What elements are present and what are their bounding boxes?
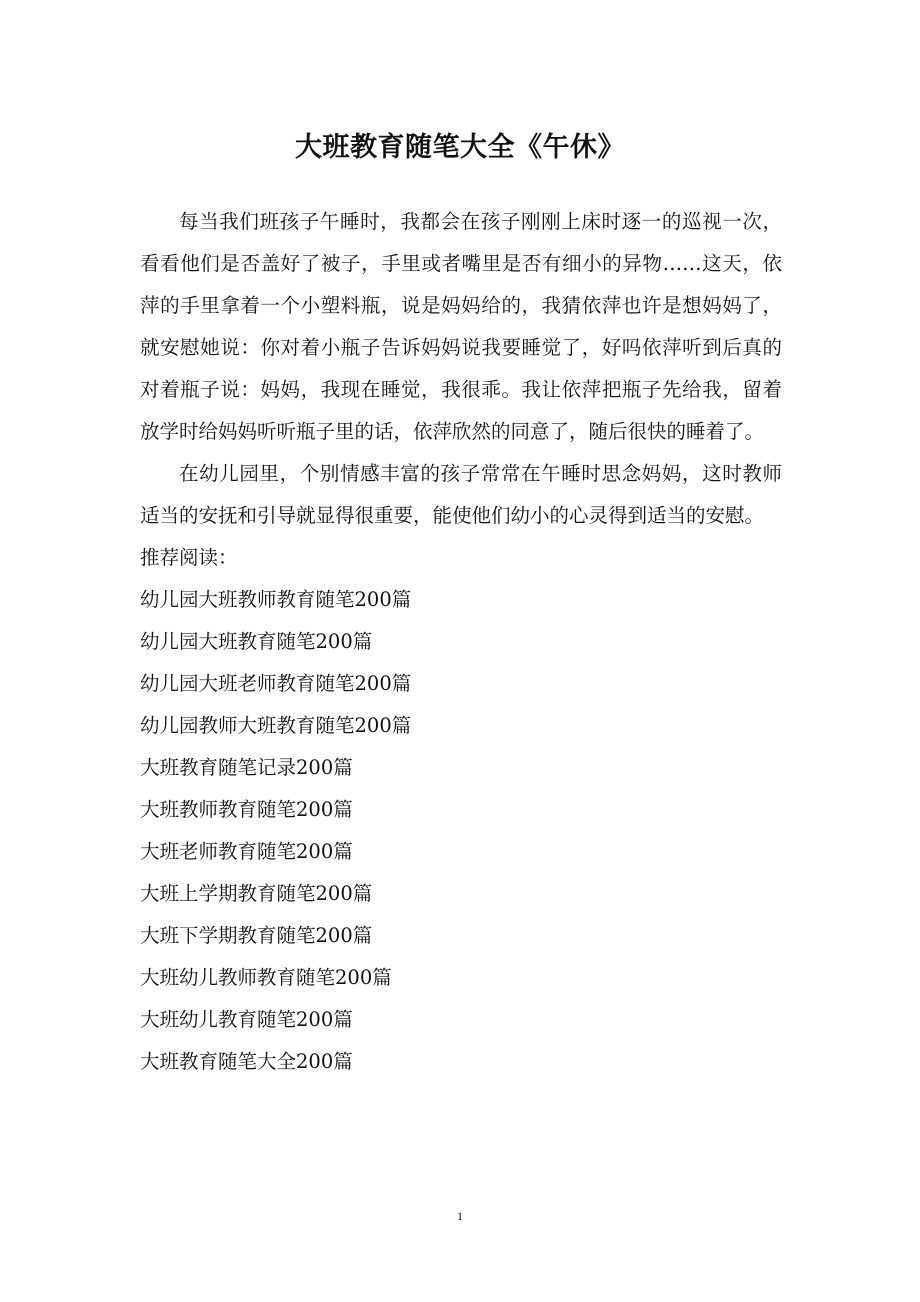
recommended-link[interactable]: 大班老师教育随笔200篇: [140, 840, 353, 863]
document-body: [140, 201, 782, 1083]
recommended-link[interactable]: 幼儿园教师大班教育随笔200篇: [140, 714, 412, 737]
recommended-link[interactable]: 幼儿园大班教育随笔200篇: [140, 630, 373, 653]
recommended-link[interactable]: 大班教师教育随笔200篇: [140, 798, 353, 821]
recommended-link[interactable]: 大班上学期教育随笔200篇: [140, 882, 373, 905]
recommended-link[interactable]: 大班教育随笔大全200篇: [140, 1050, 353, 1073]
recommended-heading: 推荐阅读：: [140, 546, 238, 569]
recommended-link[interactable]: 大班幼儿教育随笔200篇: [140, 1008, 353, 1031]
recommended-link[interactable]: 幼儿园大班教师教育随笔200篇: [140, 588, 412, 611]
document-title: 大班教育随笔大全《午休》: [295, 132, 625, 164]
recommended-link[interactable]: 大班下学期教育随笔200篇: [140, 924, 373, 947]
recommended-list: [140, 579, 782, 1083]
body-paragraph-2: 在幼儿园里，个别情感丰富的孩子常常在午睡时思念妈妈，这时教师适当的安抚和引导就显得很重要，能使他们幼小的心灵得到适当的安慰。: [140, 462, 782, 527]
body-paragraph-1: 每当我们班孩子午睡时，我都会在孩子刚刚上床时逐一的巡视一次，看看他们是否盖好了被子，手里或者嘴里是否有细小的异物……这天，依萍的手里拿着一个小塑料瓶，说是妈妈给的，我猜依萍也许是想妈妈了，就安慰她说：你对着小瓶子告诉妈妈说我要睡觉了，好吗依萍听到后真的对着瓶子说：妈妈，我现在睡觉，我很乖。我让依萍把瓶子先给我，留着放学时给妈妈听听瓶子里的话，依萍欣然的同意了，随后很快的睡着了。: [140, 210, 782, 443]
page-number: 1: [457, 1209, 463, 1223]
recommended-link[interactable]: 幼儿园大班老师教育随笔200篇: [140, 672, 412, 695]
recommended-link[interactable]: 大班教育随笔记录200篇: [140, 756, 353, 779]
recommended-link[interactable]: 大班幼儿教师教育随笔200篇: [140, 966, 392, 989]
